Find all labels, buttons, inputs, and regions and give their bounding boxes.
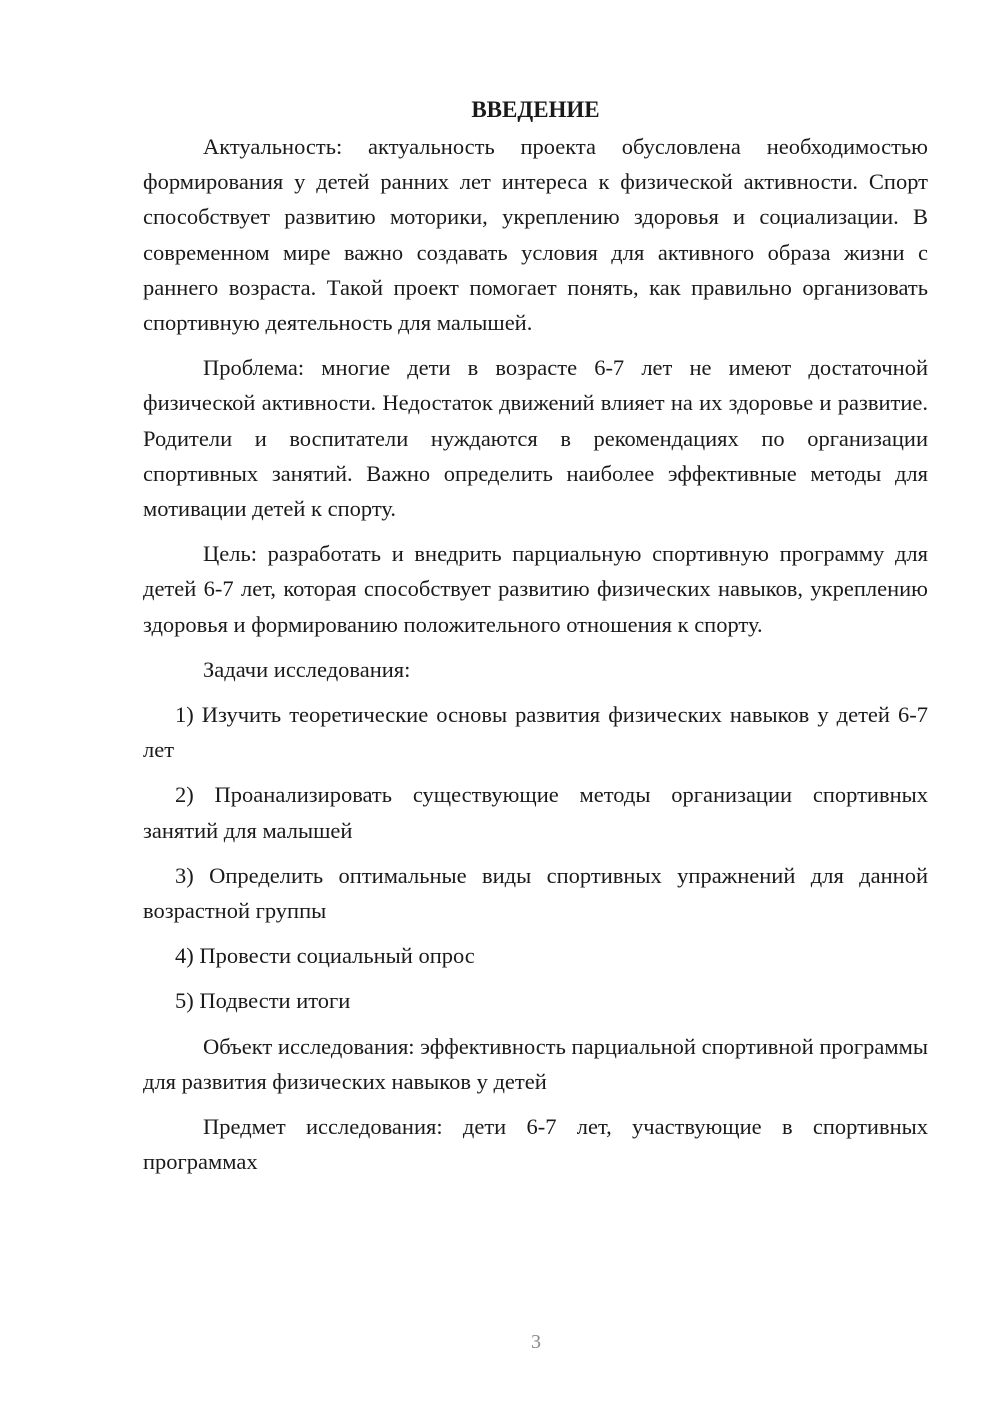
paragraph-goal: Цель: разработать и внедрить парциальную спортивную программу для детей 6-7 лет, которая способствует развитию физических навыков, укреплению здоровья и формированию положительного отношения к спорту. xyxy=(143,541,928,637)
document-page xyxy=(143,92,928,1189)
task-item-2: 2) Проанализировать существующие методы организации спортивных занятий для малышей xyxy=(143,782,928,843)
paragraph-tasks-intro: Задачи исследования: xyxy=(203,656,411,682)
task-item-1: 1) Изучить теоретические основы развития физических навыков у детей 6-7 лет xyxy=(143,702,928,763)
task-item-5: 5) Подвести итоги xyxy=(175,988,351,1014)
paragraph-object: Объект исследования: эффективность парциальной спортивной программы для развития физических навыков у детей xyxy=(143,1033,928,1094)
tasks-list xyxy=(143,697,928,1019)
task-item-3: 3) Определить оптимальные виды спортивных упражнений для данной возрастной группы xyxy=(143,862,928,924)
paragraph-relevance: Актуальность: актуальность проекта обусловлена необходимостью формирования у детей ранних лет интереса к физической активности. Спорт способствует развитию моторики, укреплению здоровья и социализации. В современном мире важно создавать условия для активного образа жизни с раннего возраста. Такой проект помогает понять, как правильно организовать спортивную деятельность для малышей. xyxy=(143,134,928,336)
paragraph-problem: Проблема: многие дети в возрасте 6-7 лет не имеют достаточной физической активности. Недостаток движений влияет на их здоровье и развитие. Родители и воспитатели нуждаются в рекомендациях по организации спортивных занятий. Важно определить наиболее эффективные методы для мотивации детей к спорту. xyxy=(143,355,928,522)
paragraph-subject: Предмет исследования: дети 6-7 лет, участвующие в спортивных программах xyxy=(143,1114,928,1175)
section-heading: ВВЕДЕНИЕ xyxy=(471,97,600,122)
page-number: 3 xyxy=(531,1331,541,1353)
task-item-4: 4) Провести социальный опрос xyxy=(175,943,475,969)
